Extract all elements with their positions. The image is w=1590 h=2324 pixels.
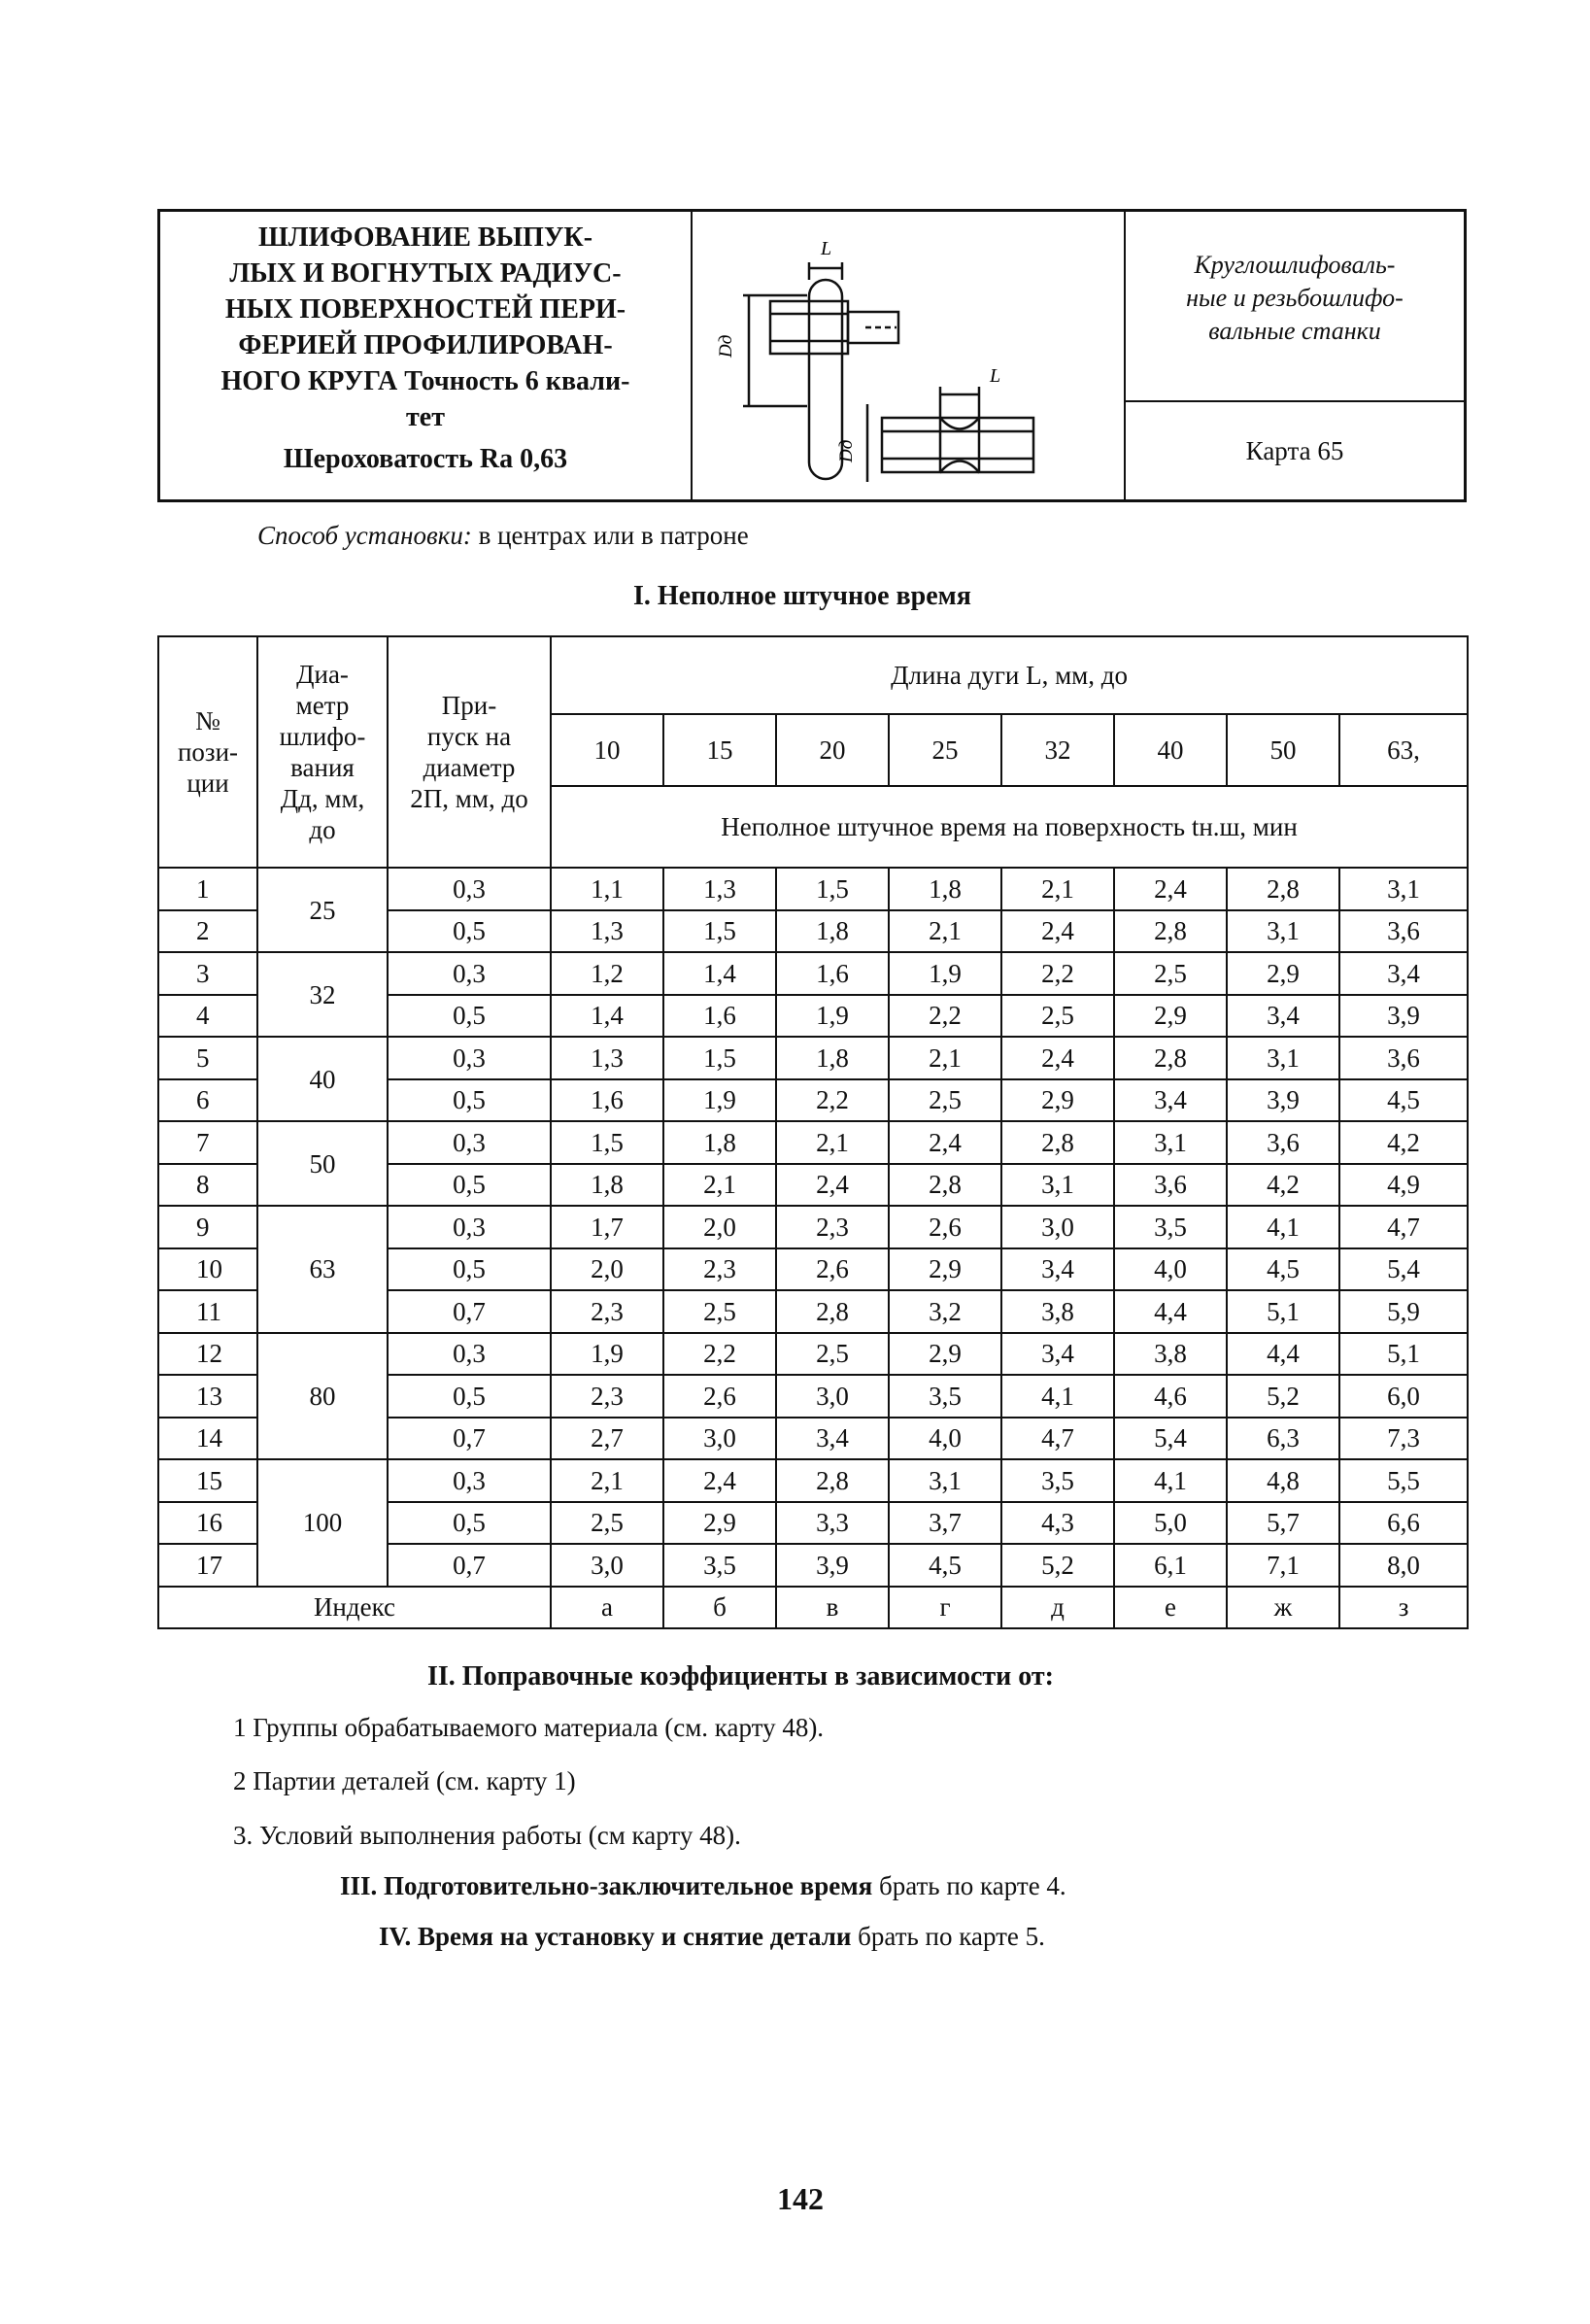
index-cell: д	[1001, 1587, 1114, 1629]
title-line: ФЕРИЕЙ ПРОФИЛИРОВАН-	[238, 330, 613, 360]
time-cell: 1,5	[663, 1037, 776, 1079]
time-cell: 3,3	[776, 1502, 889, 1545]
index-cell: в	[776, 1587, 889, 1629]
allowance-cell: 0,3	[388, 1459, 551, 1502]
machine-line: ные и резьбошлифо-	[1186, 284, 1404, 312]
time-cell: 1,8	[889, 868, 1001, 910]
allowance-cell: 0,5	[388, 1375, 551, 1418]
allowance-cell: 0,5	[388, 1079, 551, 1122]
time-cell: 2,5	[1001, 995, 1114, 1038]
time-cell: 1,8	[776, 910, 889, 953]
time-cell: 3,1	[1114, 1121, 1227, 1164]
time-cell: 2,9	[1114, 995, 1227, 1038]
part-sketch	[693, 212, 1126, 499]
time-cell: 3,9	[1339, 995, 1468, 1038]
position-cell: 1	[158, 868, 257, 910]
time-cell: 2,8	[776, 1290, 889, 1333]
time-cell: 2,5	[1114, 952, 1227, 995]
time-cell: 2,9	[889, 1248, 1001, 1291]
time-cell: 2,8	[1001, 1121, 1114, 1164]
length-cell: 10	[551, 714, 663, 786]
machine-line: Круглошлифоваль-	[1194, 251, 1396, 279]
time-cell: 3,1	[1227, 1037, 1339, 1079]
header-line: до	[309, 815, 336, 844]
time-cell: 3,0	[663, 1418, 776, 1460]
time-cell: 3,4	[1227, 995, 1339, 1038]
time-cell: 3,0	[776, 1375, 889, 1418]
time-cell: 2,5	[663, 1290, 776, 1333]
table-row	[158, 1206, 1468, 1248]
time-cell: 2,2	[663, 1333, 776, 1376]
position-cell: 2	[158, 910, 257, 953]
section-3	[340, 1871, 1066, 1901]
header-line: пуск на	[426, 722, 512, 751]
dim-L: L	[821, 238, 832, 259]
diameter-cell: 25	[257, 868, 388, 952]
section-4-text: брать по карте 5.	[851, 1922, 1045, 1951]
time-cell: 3,1	[1339, 868, 1468, 910]
table-row	[158, 952, 1468, 995]
section-4	[379, 1922, 1045, 1952]
time-cell: 2,4	[776, 1164, 889, 1207]
time-cell: 2,4	[889, 1121, 1001, 1164]
header-line: №	[195, 706, 220, 735]
header-line: диаметр	[423, 753, 516, 782]
card-number: Карта 65	[1245, 436, 1344, 465]
allowance-cell: 0,5	[388, 1502, 551, 1545]
title-line: ШЛИФОВАНИЕ ВЫПУК-	[257, 222, 593, 253]
time-cell: 2,1	[551, 1459, 663, 1502]
time-cell: 4,8	[1227, 1459, 1339, 1502]
time-cell: 3,5	[663, 1544, 776, 1587]
time-cell: 2,8	[776, 1459, 889, 1502]
header-line: шлифо-	[279, 722, 366, 751]
time-cell: 4,1	[1227, 1206, 1339, 1248]
time-cell: 5,1	[1339, 1333, 1468, 1376]
time-cell: 2,6	[776, 1248, 889, 1291]
time-cell: 1,4	[663, 952, 776, 995]
allowance-cell: 0,3	[388, 1037, 551, 1079]
title-line: НОГО КРУГА Точность 6 квали-	[220, 366, 630, 396]
time-cell: 1,3	[551, 1037, 663, 1079]
time-cell: 4,6	[1114, 1375, 1227, 1418]
time-cell: 6,6	[1339, 1502, 1468, 1545]
position-cell: 14	[158, 1418, 257, 1460]
time-cell: 2,3	[551, 1375, 663, 1418]
time-cell: 4,2	[1227, 1164, 1339, 1207]
time-cell: 4,1	[1001, 1375, 1114, 1418]
time-cell: 2,4	[1001, 1037, 1114, 1079]
allowance-cell: 0,3	[388, 952, 551, 995]
dim-L: L	[990, 365, 1001, 387]
time-cell: 2,3	[663, 1248, 776, 1291]
time-cell: 3,6	[1114, 1164, 1227, 1207]
time-cell: 4,2	[1339, 1121, 1468, 1164]
time-cell: 1,8	[663, 1121, 776, 1164]
time-cell: 3,6	[1227, 1121, 1339, 1164]
allowance-cell: 0,3	[388, 868, 551, 910]
position-cell: 6	[158, 1079, 257, 1122]
section-3-title: III. Подготовительно-заключительное время	[340, 1871, 873, 1900]
machine-type	[1126, 212, 1464, 402]
position-cell: 13	[158, 1375, 257, 1418]
length-cell: 15	[663, 714, 776, 786]
header-position	[158, 636, 257, 868]
time-cell: 2,5	[551, 1502, 663, 1545]
time-cell: 2,1	[1001, 868, 1114, 910]
time-cell: 1,9	[663, 1079, 776, 1122]
allowance-cell: 0,5	[388, 910, 551, 953]
time-cell: 3,6	[1339, 1037, 1468, 1079]
header-time: Неполное штучное время на поверхность tн.ш, мин	[551, 786, 1468, 868]
table-row	[158, 1037, 1468, 1079]
coefficient-item: 2 Партии деталей (см. карту 1)	[233, 1766, 576, 1795]
time-cell: 1,6	[663, 995, 776, 1038]
setup-method-value: в центрах или в патроне	[471, 521, 749, 550]
time-cell: 2,9	[663, 1502, 776, 1545]
roughness-note: Шероховатость Ra 0,63	[283, 444, 568, 474]
length-cell: 50	[1227, 714, 1339, 786]
time-cell: 3,2	[889, 1290, 1001, 1333]
position-cell: 8	[158, 1164, 257, 1207]
time-cell: 4,7	[1339, 1206, 1468, 1248]
time-cell: 2,9	[1001, 1079, 1114, 1122]
time-cell: 2,9	[1227, 952, 1339, 995]
time-cell: 3,5	[1114, 1206, 1227, 1248]
time-cell: 1,1	[551, 868, 663, 910]
position-cell: 15	[158, 1459, 257, 1502]
time-cell: 4,0	[889, 1418, 1001, 1460]
length-cell: 20	[776, 714, 889, 786]
time-cell: 3,9	[776, 1544, 889, 1587]
card-header	[157, 209, 1467, 502]
time-cell: 3,1	[1001, 1164, 1114, 1207]
time-cell: 3,5	[1001, 1459, 1114, 1502]
dim-D: Dд	[836, 439, 857, 462]
time-cell: 6,1	[1114, 1544, 1227, 1587]
time-cell: 5,5	[1339, 1459, 1468, 1502]
index-cell: г	[889, 1587, 1001, 1629]
position-cell: 7	[158, 1121, 257, 1164]
time-cell: 2,8	[1114, 1037, 1227, 1079]
allowance-cell: 0,3	[388, 1121, 551, 1164]
time-cell: 2,0	[551, 1248, 663, 1291]
length-cell: 40	[1114, 714, 1227, 786]
time-cell: 1,7	[551, 1206, 663, 1248]
diameter-cell: 50	[257, 1121, 388, 1206]
time-cell: 6,0	[1339, 1375, 1468, 1418]
time-cell: 7,1	[1227, 1544, 1339, 1587]
time-cell: 4,4	[1114, 1290, 1227, 1333]
time-cell: 1,3	[551, 910, 663, 953]
section-1-title: I. Неполное штучное время	[633, 581, 971, 611]
time-cell: 1,8	[776, 1037, 889, 1079]
length-cell: 32	[1001, 714, 1114, 786]
time-cell: 2,6	[889, 1206, 1001, 1248]
time-cell: 3,7	[889, 1502, 1001, 1545]
time-cell: 2,8	[1227, 868, 1339, 910]
time-cell: 4,5	[1227, 1248, 1339, 1291]
index-cell: е	[1114, 1587, 1227, 1629]
time-cell: 5,9	[1339, 1290, 1468, 1333]
position-cell: 10	[158, 1248, 257, 1291]
title-line: ЛЫХ И ВОГНУТЫХ РАДИУС-	[229, 258, 622, 289]
operation-title	[160, 212, 693, 499]
header-line: метр	[295, 691, 350, 720]
time-cell: 5,4	[1339, 1248, 1468, 1291]
time-cell: 1,6	[776, 952, 889, 995]
time-cell: 1,2	[551, 952, 663, 995]
time-cell: 3,8	[1114, 1333, 1227, 1376]
time-cell: 5,2	[1001, 1544, 1114, 1587]
position-cell: 16	[158, 1502, 257, 1545]
time-norms-table	[157, 635, 1469, 1629]
header-line: Дд, мм,	[280, 784, 365, 813]
time-cell: 3,4	[1339, 952, 1468, 995]
section-4-title: IV. Время на установку и снятие детали	[379, 1922, 852, 1951]
time-cell: 2,2	[1001, 952, 1114, 995]
index-cell: з	[1339, 1587, 1468, 1629]
time-cell: 2,3	[776, 1206, 889, 1248]
time-cell: 2,8	[1114, 910, 1227, 953]
time-cell: 4,5	[1339, 1079, 1468, 1122]
allowance-cell: 0,3	[388, 1333, 551, 1376]
time-cell: 5,4	[1114, 1418, 1227, 1460]
time-cell: 1,5	[776, 868, 889, 910]
position-cell: 9	[158, 1206, 257, 1248]
header-line: Диа-	[296, 660, 349, 689]
diameter-cell: 100	[257, 1459, 388, 1587]
time-cell: 2,7	[551, 1418, 663, 1460]
machine-line: вальные станки	[1208, 317, 1381, 345]
table-row	[158, 1459, 1468, 1502]
header-line: 2П, мм, до	[410, 784, 528, 813]
time-cell: 2,1	[889, 1037, 1001, 1079]
time-cell: 4,0	[1114, 1248, 1227, 1291]
setup-method	[257, 521, 749, 551]
time-cell: 5,0	[1114, 1502, 1227, 1545]
time-cell: 5,7	[1227, 1502, 1339, 1545]
time-cell: 2,4	[663, 1459, 776, 1502]
time-cell: 4,9	[1339, 1164, 1468, 1207]
title-line: НЫХ ПОВЕРХНОСТЕЙ ПЕРИ-	[224, 294, 626, 325]
time-cell: 3,5	[889, 1375, 1001, 1418]
allowance-cell: 0,5	[388, 1164, 551, 1207]
table-row	[158, 868, 1468, 910]
header-line: пози-	[177, 737, 239, 767]
position-cell: 3	[158, 952, 257, 995]
time-cell: 2,0	[663, 1206, 776, 1248]
time-cell: 1,6	[551, 1079, 663, 1122]
time-cell: 3,6	[1339, 910, 1468, 953]
index-cell: б	[663, 1587, 776, 1629]
allowance-cell: 0,7	[388, 1418, 551, 1460]
time-cell: 4,4	[1227, 1333, 1339, 1376]
time-cell: 1,8	[551, 1164, 663, 1207]
dim-D: Dд	[716, 334, 736, 358]
section-2-title: II. Поправочные коэффициенты в зависимости от:	[427, 1661, 1054, 1692]
time-cell: 4,7	[1001, 1418, 1114, 1460]
time-cell: 2,3	[551, 1290, 663, 1333]
header-arc-length: Длина дуги L, мм, до	[551, 636, 1468, 714]
position-cell: 5	[158, 1037, 257, 1079]
header-allowance	[388, 636, 551, 868]
length-cell: 25	[889, 714, 1001, 786]
time-cell: 1,9	[889, 952, 1001, 995]
time-cell: 7,3	[1339, 1418, 1468, 1460]
time-cell: 2,5	[889, 1079, 1001, 1122]
diameter-cell: 40	[257, 1037, 388, 1121]
time-cell: 2,9	[889, 1333, 1001, 1376]
time-cell: 1,4	[551, 995, 663, 1038]
time-cell: 5,2	[1227, 1375, 1339, 1418]
time-cell: 2,6	[663, 1375, 776, 1418]
index-cell: а	[551, 1587, 663, 1629]
time-cell: 6,3	[1227, 1418, 1339, 1460]
position-cell: 11	[158, 1290, 257, 1333]
position-cell: 4	[158, 995, 257, 1038]
allowance-cell: 0,5	[388, 995, 551, 1038]
time-cell: 3,8	[1001, 1290, 1114, 1333]
allowance-cell: 0,7	[388, 1290, 551, 1333]
time-cell: 3,1	[889, 1459, 1001, 1502]
time-cell: 1,3	[663, 868, 776, 910]
index-cell: ж	[1227, 1587, 1339, 1629]
diameter-cell: 80	[257, 1333, 388, 1460]
allowance-cell: 0,7	[388, 1544, 551, 1587]
time-cell: 1,9	[551, 1333, 663, 1376]
setup-method-label: Способ установки:	[257, 521, 472, 550]
time-cell: 3,4	[1001, 1333, 1114, 1376]
time-cell: 3,4	[1114, 1079, 1227, 1122]
time-cell: 4,5	[889, 1544, 1001, 1587]
position-cell: 17	[158, 1544, 257, 1587]
time-cell: 2,5	[776, 1333, 889, 1376]
header-line: вания	[290, 753, 355, 782]
time-cell: 5,1	[1227, 1290, 1339, 1333]
allowance-cell: 0,5	[388, 1248, 551, 1291]
time-cell: 3,0	[551, 1544, 663, 1587]
time-cell: 2,2	[776, 1079, 889, 1122]
time-cell: 2,1	[889, 910, 1001, 953]
index-label: Индекс	[158, 1587, 551, 1629]
time-cell: 3,4	[776, 1418, 889, 1460]
diameter-cell: 32	[257, 952, 388, 1037]
time-cell: 3,4	[1001, 1248, 1114, 1291]
coefficient-item: 1 Группы обрабатываемого материала (см. карту 48).	[233, 1713, 825, 1742]
position-cell: 12	[158, 1333, 257, 1376]
time-cell: 2,1	[663, 1164, 776, 1207]
time-cell: 4,3	[1001, 1502, 1114, 1545]
time-cell: 3,9	[1227, 1079, 1339, 1122]
diameter-cell: 63	[257, 1206, 388, 1333]
coefficient-item: 3. Условий выполнения работы (см карту 48).	[233, 1821, 741, 1850]
page-number: 142	[777, 2181, 824, 2216]
time-cell: 2,4	[1001, 910, 1114, 953]
time-cell: 1,5	[663, 910, 776, 953]
index-row	[158, 1587, 1468, 1629]
section-3-text: брать по карте 4.	[872, 1871, 1066, 1900]
time-cell: 3,0	[1001, 1206, 1114, 1248]
header-diameter	[257, 636, 388, 868]
title-line: тет	[406, 402, 445, 432]
time-cell: 2,1	[776, 1121, 889, 1164]
header-line: При-	[441, 691, 497, 720]
time-cell: 2,2	[889, 995, 1001, 1038]
time-cell: 8,0	[1339, 1544, 1468, 1587]
time-cell: 2,8	[889, 1164, 1001, 1207]
allowance-cell: 0,3	[388, 1206, 551, 1248]
header-line: ции	[186, 769, 229, 798]
table-row	[158, 1121, 1468, 1164]
time-cell: 1,5	[551, 1121, 663, 1164]
length-cell: 63,	[1339, 714, 1468, 786]
grinding-sketch-icon	[693, 212, 1124, 499]
time-cell: 4,1	[1114, 1459, 1227, 1502]
time-cell: 3,1	[1227, 910, 1339, 953]
table-row	[158, 1333, 1468, 1376]
time-cell: 1,9	[776, 995, 889, 1038]
time-cell: 2,4	[1114, 868, 1227, 910]
